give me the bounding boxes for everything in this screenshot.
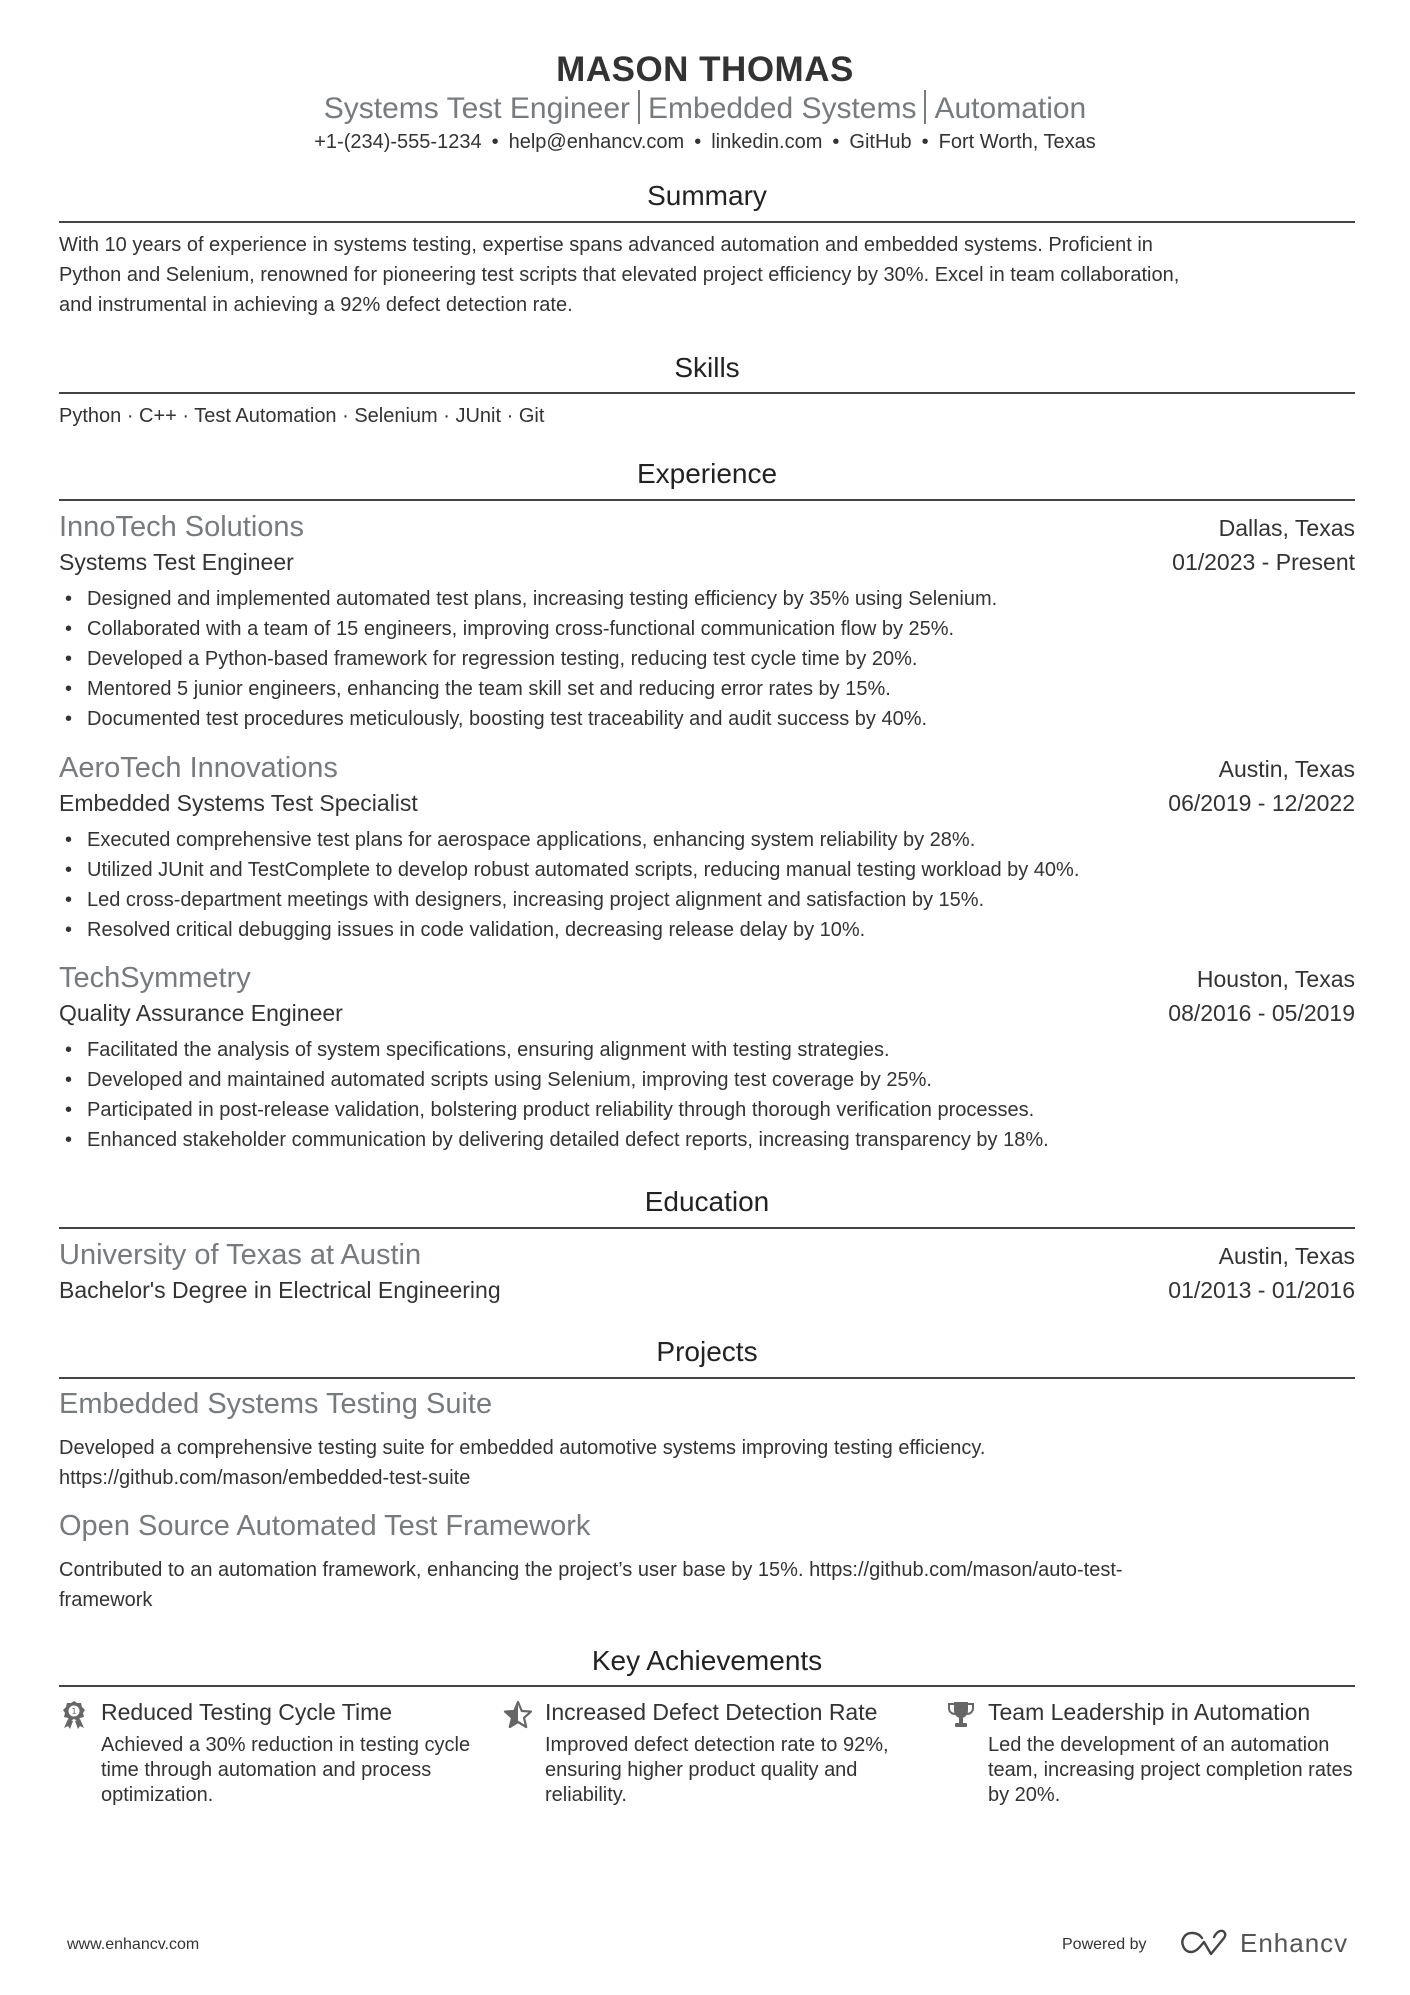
- section-heading-achievements: Key Achievements: [591, 1645, 823, 1676]
- candidate-name: MASON THOMAS: [556, 50, 854, 89]
- project-title: Embedded Systems Testing Suite: [59, 1388, 493, 1420]
- project-description: [59, 1555, 1355, 1615]
- job-location: Austin, Texas: [1218, 756, 1355, 782]
- bullet-item: • Utilized JUnit and TestComplete to develop robust automated scripts, reducing manual testing workload by 40%.: [59, 855, 1355, 885]
- linkedin-link[interactable]: linkedin.com: [711, 131, 823, 153]
- job-dates: 06/2019 - 12/2022: [1168, 790, 1355, 816]
- project-title: Open Source Automated Test Framework: [59, 1510, 591, 1542]
- education-dates: 01/2013 - 01/2016: [1168, 1277, 1355, 1303]
- bullet-item: • Resolved critical debugging issues in code validation, decreasing release delay by 10%.: [59, 915, 1355, 945]
- job-header: [59, 750, 1355, 786]
- section-divider: [59, 392, 1355, 394]
- website-link[interactable]: www.enhancv.com: [67, 1936, 200, 1953]
- bullet-item: • Enhanced stakeholder communication by delivering detailed defect reports, increasing transparency by 18%.: [59, 1125, 1355, 1155]
- project-link[interactable]: https://github.com/mason/embedded-test-suite: [59, 1467, 471, 1489]
- bullet-item: • Facilitated the analysis of system specifications, ensuring alignment with testing strategies.: [59, 1035, 1355, 1065]
- project-line: Contributed to an automation framework, enhancing the project’s user base by 15%. https://github.com/mason/auto-test-: [59, 1559, 1123, 1581]
- separator-dot: •: [832, 131, 840, 153]
- achievement-title: Reduced Testing Cycle Time: [101, 1699, 393, 1725]
- separator-dot: •: [694, 131, 702, 153]
- job-dates: 01/2023 - Present: [1172, 549, 1355, 575]
- achievement-item: [545, 1698, 915, 1808]
- separator-dot: •: [921, 131, 929, 153]
- job-title: Quality Assurance Engineer: [59, 1000, 343, 1026]
- headline-divider: [638, 90, 640, 124]
- bullet-item: • Participated in post-release validation, bolstering product reliability through thorough verification processes.: [59, 1095, 1355, 1125]
- school-name: University of Texas at Austin: [59, 1239, 422, 1271]
- summary-line: With 10 years of experience in systems testing, expertise spans advanced automation and embedded systems. Proficient in: [59, 234, 1153, 256]
- achievement-description: Led the development of an automation team, increasing project completion rates by 20%.: [988, 1734, 1353, 1806]
- summary-line: Python and Selenium, renowned for pioneering test scripts that elevated project efficiency by 30%. Excel in team collaboration,: [59, 264, 1180, 286]
- section-divider: [59, 221, 1355, 223]
- location: Fort Worth, Texas: [938, 131, 1096, 153]
- bullet-item: • Led cross-department meetings with designers, increasing project alignment and satisfaction by 15%.: [59, 885, 1355, 915]
- contact-line: [0, 129, 1410, 155]
- achievement-item: [988, 1698, 1358, 1808]
- achievement-title: Increased Defect Detection Rate: [545, 1699, 878, 1725]
- section-divider: [59, 1377, 1355, 1379]
- summary-text: [59, 230, 1355, 320]
- job-header: [59, 509, 1355, 545]
- job-title: Embedded Systems Test Specialist: [59, 790, 418, 816]
- skills-list: Python · C++ · Test Automation · Selenium · JUnit · Git: [59, 405, 545, 427]
- job-title: Systems Test Engineer: [59, 549, 294, 575]
- achievement-description: Achieved a 30% reduction in testing cycle time through automation and process optimization.: [101, 1734, 471, 1806]
- email-link[interactable]: help@enhancv.com: [508, 131, 685, 153]
- trophy-icon: [947, 1700, 975, 1728]
- section-heading-education: Education: [644, 1186, 770, 1217]
- github-link[interactable]: GitHub: [849, 131, 912, 153]
- powered-by-label: Powered by: [1062, 1936, 1147, 1953]
- degree: Bachelor's Degree in Electrical Engineering: [59, 1277, 501, 1303]
- job-subheader: [59, 547, 1355, 577]
- company-name: TechSymmetry: [59, 962, 251, 994]
- job-header: [59, 960, 1355, 996]
- achievement-description: Improved defect detection rate to 92%, ensuring higher product quality and reliability.: [545, 1734, 889, 1806]
- svg-text:1: 1: [71, 1707, 77, 1716]
- bullet-item: • Collaborated with a team of 15 engineers, improving cross-functional communication flow by 25%.: [59, 614, 1355, 644]
- headline-part: Systems Test Engineer: [323, 92, 631, 125]
- award-ribbon-icon: [60, 1700, 88, 1728]
- headline-divider: [924, 90, 926, 124]
- section-divider: [59, 1227, 1355, 1229]
- project-line: Developed a comprehensive testing suite for embedded automotive systems improving testing efficiency.: [59, 1437, 986, 1459]
- job-subheader: [59, 998, 1355, 1028]
- phone: +1-(234)-555-1234: [314, 131, 482, 153]
- job-bullets: [59, 584, 1355, 734]
- job-location: Houston, Texas: [1196, 966, 1355, 992]
- job-location: Dallas, Texas: [1218, 515, 1355, 541]
- section-divider: [59, 499, 1355, 501]
- half-star-icon: [503, 1700, 531, 1728]
- achievement-item: [101, 1698, 471, 1808]
- headline-part: Automation: [934, 92, 1087, 125]
- enhancv-brand: Enhancv: [1240, 1928, 1349, 1958]
- job-bullets: [59, 1035, 1355, 1155]
- bullet-item: • Mentored 5 junior engineers, enhancing the team skill set and reducing error rates by 15%.: [59, 674, 1355, 704]
- school-location: Austin, Texas: [1218, 1243, 1355, 1269]
- section-heading-summary: Summary: [647, 180, 767, 211]
- company-name: AeroTech Innovations: [59, 752, 338, 784]
- project-line: framework: [59, 1589, 153, 1611]
- job-bullets: [59, 825, 1355, 945]
- section-divider: [59, 1685, 1355, 1687]
- company-name: InnoTech Solutions: [59, 511, 305, 543]
- headline: [0, 90, 1410, 128]
- project-description: [59, 1433, 1355, 1493]
- section-heading-experience: Experience: [636, 458, 778, 489]
- enhancv-logo-icon: [1180, 1928, 1230, 1965]
- bullet-item: • Developed a Python-based framework for regression testing, reducing test cycle time by 20%.: [59, 644, 1355, 674]
- education-subheader: [59, 1275, 1355, 1305]
- bullet-item: • Executed comprehensive test plans for aerospace applications, enhancing system reliability by 28%.: [59, 825, 1355, 855]
- education-header: [59, 1237, 1355, 1273]
- bullet-item: • Developed and maintained automated scripts using Selenium, improving test coverage by 25%.: [59, 1065, 1355, 1095]
- summary-line: and instrumental in achieving a 92% defect detection rate.: [59, 294, 573, 316]
- job-dates: 08/2016 - 05/2019: [1168, 1000, 1355, 1026]
- headline-part: Embedded Systems: [648, 92, 917, 125]
- separator-dot: •: [491, 131, 499, 153]
- bullet-item: • Documented test procedures meticulously, boosting test traceability and audit success by 40%.: [59, 704, 1355, 734]
- section-heading-skills: Skills: [674, 352, 740, 383]
- section-heading-projects: Projects: [656, 1336, 758, 1367]
- job-subheader: [59, 788, 1355, 818]
- bullet-item: • Designed and implemented automated test plans, increasing testing efficiency by 35% using Selenium.: [59, 584, 1355, 614]
- achievement-title: Team Leadership in Automation: [988, 1699, 1311, 1725]
